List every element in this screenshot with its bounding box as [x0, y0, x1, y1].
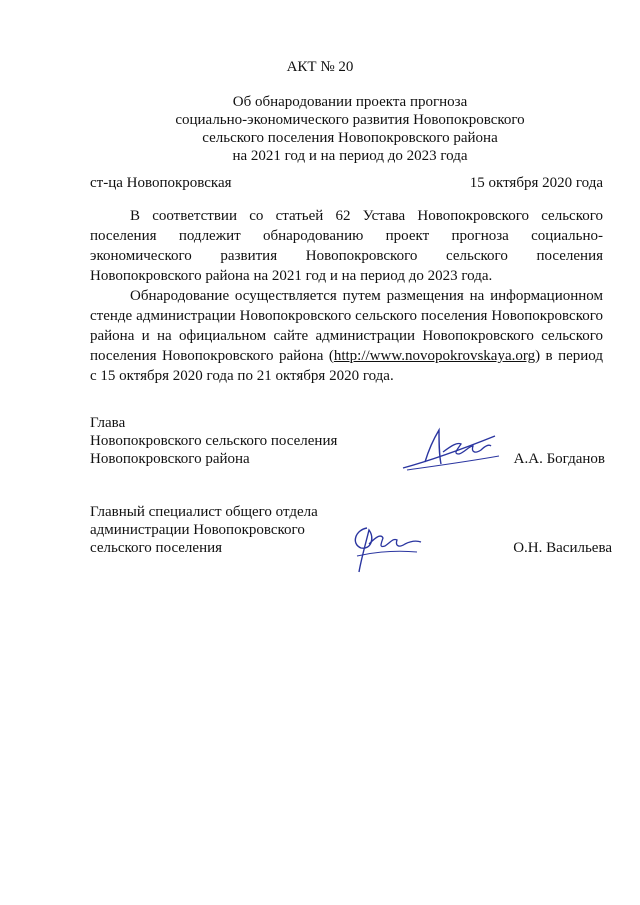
paragraph-text: ) в период с 15 октября 2020 года по 21 октября 2020 года.	[90, 348, 603, 384]
document-body	[90, 206, 603, 386]
position-line: Глава	[90, 415, 126, 431]
document-date: 15 октября 2020 года	[469, 175, 603, 191]
handwritten-signature	[345, 516, 425, 576]
signatory-name: О.Н. Васильева	[513, 540, 612, 556]
handwritten-signature	[395, 422, 505, 477]
position-line: администрации Новопокровского	[90, 522, 305, 538]
body-paragraph	[90, 286, 603, 386]
signatory-position	[90, 414, 337, 468]
subject-line: Об обнародовании проекта прогноза	[232, 94, 468, 110]
signatory-name: А.А. Богданов	[513, 451, 605, 467]
subject-line: сельского поселения Новопокровского района	[202, 130, 498, 146]
signatory-position	[90, 503, 318, 557]
document-subject	[100, 93, 600, 165]
position-line: Новопокровского сельского поселения	[90, 433, 338, 449]
subject-line: на 2021 год и на период до 2023 года	[232, 148, 468, 164]
document-place: ст-ца Новопокровская	[90, 175, 232, 191]
paragraph-text: Обнародование осуществляется путем размещения на информационном стенде администрации Новопокровского сельского поселения Новопокровского района и на официальном сайте администрации Новопокровского сельского поселения Новопокровского района (	[90, 288, 603, 364]
position-line: Главный специалист общего отдела	[90, 504, 318, 520]
position-line: сельского поселения	[90, 540, 223, 556]
body-paragraph: В соответствии со статьей 62 Устава Новопокровского сельского поселения подлежит обнародованию проект прогноза социально-экономического развития Новопокровского сельского поселения Новопокровского района на 2021 год и на период до 2023 года.	[90, 208, 603, 284]
website-link[interactable]: http://www.novopokrovskaya.org	[333, 348, 536, 364]
subject-line: социально-экономического развития Новопокровского	[175, 112, 525, 128]
document-title: АКТ № 20	[286, 59, 354, 75]
position-line: Новопокровского района	[90, 451, 250, 467]
